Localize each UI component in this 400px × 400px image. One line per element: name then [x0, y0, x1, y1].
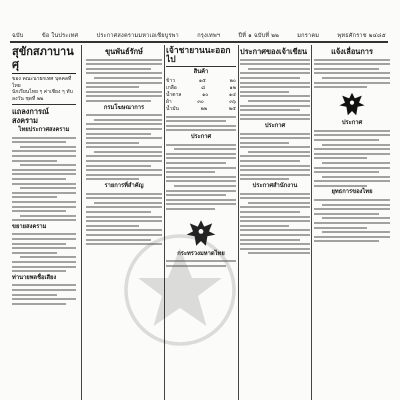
text-line	[166, 208, 215, 210]
text-line	[12, 261, 76, 263]
text-line	[240, 133, 310, 135]
text-line	[322, 144, 390, 146]
text-line	[86, 160, 162, 162]
text-line	[12, 247, 76, 249]
text-line	[240, 220, 310, 222]
text-line	[240, 59, 310, 61]
text-line	[20, 215, 76, 217]
table-cell: ๒๐	[229, 78, 236, 84]
article-subhead: ประกาศ	[264, 122, 286, 129]
text-line	[314, 240, 379, 242]
masthead: สุขักสภาบานศุ	[12, 45, 76, 74]
text-line	[86, 86, 139, 88]
text-line	[240, 160, 300, 162]
text-line	[166, 265, 226, 267]
text-line	[322, 217, 390, 219]
table-cell: ๓๖	[229, 99, 236, 105]
text-line	[12, 192, 76, 194]
table-cell: ๓๐	[197, 99, 204, 105]
text-line	[240, 77, 300, 79]
masthead-line: ของ คณะนายกเทศ บุคคลที่ไทย	[12, 76, 72, 89]
text-line	[86, 72, 162, 74]
text-line	[314, 180, 390, 182]
text-line	[12, 178, 66, 180]
text-line	[314, 185, 367, 187]
text-line	[12, 173, 76, 175]
text-line	[12, 238, 76, 240]
text-line	[86, 63, 162, 65]
article-subhead: ขยายสงคราม	[12, 223, 47, 230]
text-line	[240, 193, 310, 195]
text-line	[322, 77, 390, 79]
column-3	[166, 45, 236, 400]
text-line	[86, 82, 162, 84]
text-line	[314, 199, 390, 201]
text-line	[86, 216, 162, 218]
text-line	[166, 162, 226, 164]
text-line	[86, 243, 162, 245]
text-line	[12, 150, 76, 152]
text-line	[314, 86, 367, 88]
column-divider	[81, 45, 82, 400]
text-line	[314, 130, 390, 132]
text-line	[86, 206, 162, 208]
text-line	[240, 165, 310, 167]
text-line	[166, 260, 236, 262]
text-line	[12, 196, 57, 198]
text-line	[86, 95, 162, 97]
garuda-emblem-icon	[185, 218, 217, 248]
text-line	[86, 146, 162, 148]
text-line	[240, 197, 310, 199]
text-line	[314, 68, 379, 70]
text-line	[12, 289, 76, 291]
table-row	[166, 78, 236, 85]
masthead-line: นักเรียนไทย ๆ ค่าเชียง ๆ ทับ	[12, 89, 73, 95]
text-line	[166, 153, 236, 155]
text-line	[240, 229, 310, 231]
text-line	[20, 187, 76, 189]
table-cell: เกลือ	[166, 85, 177, 91]
header-label2: ประกาศสงครามมหาเอเซียบูรพา	[96, 33, 179, 39]
table-cell: ๑๔	[229, 92, 236, 98]
text-line	[314, 157, 367, 159]
article-subhead: ประกาศ	[190, 133, 212, 140]
text-line	[314, 213, 379, 215]
text-line	[12, 233, 76, 235]
text-line	[20, 256, 76, 258]
text-line	[314, 153, 390, 155]
text-line	[240, 239, 300, 241]
header-issue: ปีที่ ๑ ฉบับที่ ๒๒	[238, 33, 279, 39]
article-headline: เจ้าชายานนะออกไป	[166, 46, 231, 65]
article-headline: แจ้งเลื่อนการ	[331, 47, 373, 56]
text-line	[240, 95, 310, 97]
text-line	[166, 190, 236, 192]
header-label1: ข้อ ในประเทศ	[41, 33, 79, 39]
table-row	[166, 106, 236, 113]
text-line	[248, 100, 310, 102]
text-line	[174, 185, 236, 187]
text-line	[166, 125, 236, 127]
text-line	[240, 169, 310, 171]
text-line	[322, 162, 390, 164]
text-line	[86, 178, 139, 180]
table-row	[166, 85, 236, 92]
table-cell: น้ำมัน	[166, 106, 179, 112]
text-line	[86, 239, 151, 241]
article-subhead: รายการที่สำคัญ	[104, 183, 144, 190]
text-line	[166, 199, 236, 201]
text-line	[240, 105, 310, 107]
text-line	[166, 194, 226, 196]
column-1	[12, 45, 76, 400]
column-2	[86, 45, 162, 400]
article-headline: ประกาศของเจ้าเขียน	[240, 47, 308, 56]
emblem-caption: กระทรวงมหาดไทย	[177, 250, 225, 257]
text-line	[166, 144, 236, 146]
article-headline: แถลงการณ์ สงคราม	[12, 107, 49, 125]
text-line	[240, 114, 310, 116]
table-row	[166, 99, 236, 106]
article-headline: ขุนพันธ์รักษ์	[105, 47, 143, 56]
article-subhead: ยุทธการของไทย	[331, 189, 373, 196]
text-line	[314, 148, 390, 150]
text-line	[314, 59, 390, 61]
text-line	[166, 180, 236, 182]
text-line	[86, 137, 162, 139]
text-line	[240, 225, 289, 227]
text-line	[20, 164, 76, 166]
table-cell: ผ้า	[166, 99, 172, 105]
text-line	[314, 171, 379, 173]
text-line	[314, 167, 390, 169]
text-line	[314, 134, 390, 136]
text-line	[86, 234, 162, 236]
text-line	[12, 298, 76, 300]
article-subhead: ประกาศสำนักงาน	[252, 183, 298, 190]
text-line	[86, 91, 162, 93]
text-line	[240, 146, 310, 148]
text-line	[12, 155, 76, 157]
masthead-line: ลงวัน ชุดที่ ๒๒	[12, 95, 44, 102]
text-line	[12, 252, 57, 254]
text-line	[314, 227, 367, 229]
column-5	[314, 45, 390, 400]
text-line	[166, 167, 236, 169]
text-line	[240, 137, 310, 139]
text-line	[86, 123, 162, 125]
header-date: พุทธศักราช ๒๔๘๕	[337, 33, 386, 39]
article-subhead: ประกาศ	[341, 120, 363, 127]
newspaper-header	[12, 32, 386, 40]
text-line	[240, 109, 300, 111]
text-line	[322, 176, 390, 178]
text-line	[86, 114, 162, 116]
text-line	[86, 133, 151, 135]
text-line	[314, 72, 390, 74]
garuda-emblem-icon	[338, 91, 366, 117]
text-line	[86, 197, 162, 199]
text-line	[240, 174, 310, 176]
text-line	[240, 248, 310, 250]
text-line	[240, 206, 310, 208]
article-subhead: ท่านายพลชื่อเสียง	[12, 274, 57, 281]
text-line	[12, 141, 66, 143]
column-divider	[311, 45, 312, 400]
text-line	[240, 234, 310, 236]
text-line	[86, 169, 162, 171]
text-line	[20, 146, 76, 148]
text-line	[12, 137, 76, 139]
divider	[166, 66, 236, 67]
text-line	[166, 116, 236, 118]
text-line	[240, 155, 310, 157]
table-cell: ๒๒	[200, 106, 208, 112]
text-line	[240, 86, 310, 88]
text-line	[12, 183, 76, 185]
text-line	[86, 155, 162, 157]
text-line	[240, 178, 289, 180]
text-line	[86, 211, 151, 213]
text-line	[86, 193, 162, 195]
text-line	[12, 270, 66, 272]
table-cell: ๑๒	[229, 85, 236, 91]
text-line	[86, 59, 162, 61]
text-line	[240, 91, 289, 93]
text-line	[12, 206, 76, 208]
text-line	[166, 129, 236, 131]
text-line	[314, 208, 390, 210]
text-line	[12, 266, 76, 268]
text-line	[86, 142, 139, 144]
text-line	[166, 120, 226, 122]
text-line	[240, 142, 289, 144]
column-4	[240, 45, 310, 400]
text-line	[94, 151, 162, 153]
text-line	[94, 77, 162, 79]
text-line	[12, 160, 57, 162]
text-line	[12, 210, 66, 212]
text-line	[166, 157, 236, 159]
text-line	[12, 201, 76, 203]
text-line	[86, 229, 162, 231]
text-line	[314, 236, 390, 238]
text-line	[12, 219, 76, 221]
text-line	[322, 231, 390, 233]
text-line	[240, 72, 310, 74]
text-line	[86, 165, 151, 167]
header-rule	[10, 41, 388, 43]
text-line	[174, 148, 236, 150]
article-subhead: ไทยประกาศสงคราม	[18, 127, 70, 133]
table-cell: ๑๕	[198, 78, 206, 84]
text-line	[248, 202, 310, 204]
text-line	[166, 203, 236, 205]
text-line	[240, 63, 310, 65]
table-cell: ๘	[201, 85, 206, 91]
text-line	[248, 151, 310, 153]
text-line	[240, 216, 310, 218]
text-line	[314, 139, 379, 141]
table-cell: ๑๐	[202, 92, 209, 98]
table-cell: ข้าว	[166, 78, 176, 84]
header-city: กรุงเทพฯ	[197, 33, 221, 39]
text-line	[12, 243, 66, 245]
table-cell: น้ำตาล	[166, 92, 182, 98]
text-line	[314, 82, 390, 84]
text-line	[240, 211, 300, 213]
text-line	[86, 225, 139, 227]
text-line	[86, 174, 162, 176]
table-row	[166, 92, 236, 99]
header-left: ฉบับ	[12, 33, 24, 39]
text-line	[86, 100, 151, 102]
text-line	[94, 202, 162, 204]
text-line	[240, 82, 310, 84]
text-line	[166, 171, 215, 173]
text-line	[240, 118, 310, 120]
text-line	[240, 243, 310, 245]
text-line	[94, 119, 162, 121]
text-line	[86, 68, 151, 70]
table-cell: ๒๕	[228, 106, 236, 112]
header-month: มกราคม	[297, 33, 320, 39]
text-line	[86, 220, 162, 222]
text-line	[322, 204, 390, 206]
text-line	[314, 63, 390, 65]
text-line	[86, 128, 162, 130]
divider	[12, 104, 76, 105]
article-subhead: กรมโฆษณาการ	[103, 104, 145, 111]
text-line	[12, 284, 76, 286]
text-line	[248, 68, 310, 70]
text-line	[166, 176, 236, 178]
text-line	[12, 303, 66, 305]
table-title: สินค้า	[193, 69, 209, 75]
text-line	[314, 222, 390, 224]
text-line	[248, 252, 310, 254]
text-line	[12, 169, 76, 171]
text-line	[12, 294, 57, 296]
